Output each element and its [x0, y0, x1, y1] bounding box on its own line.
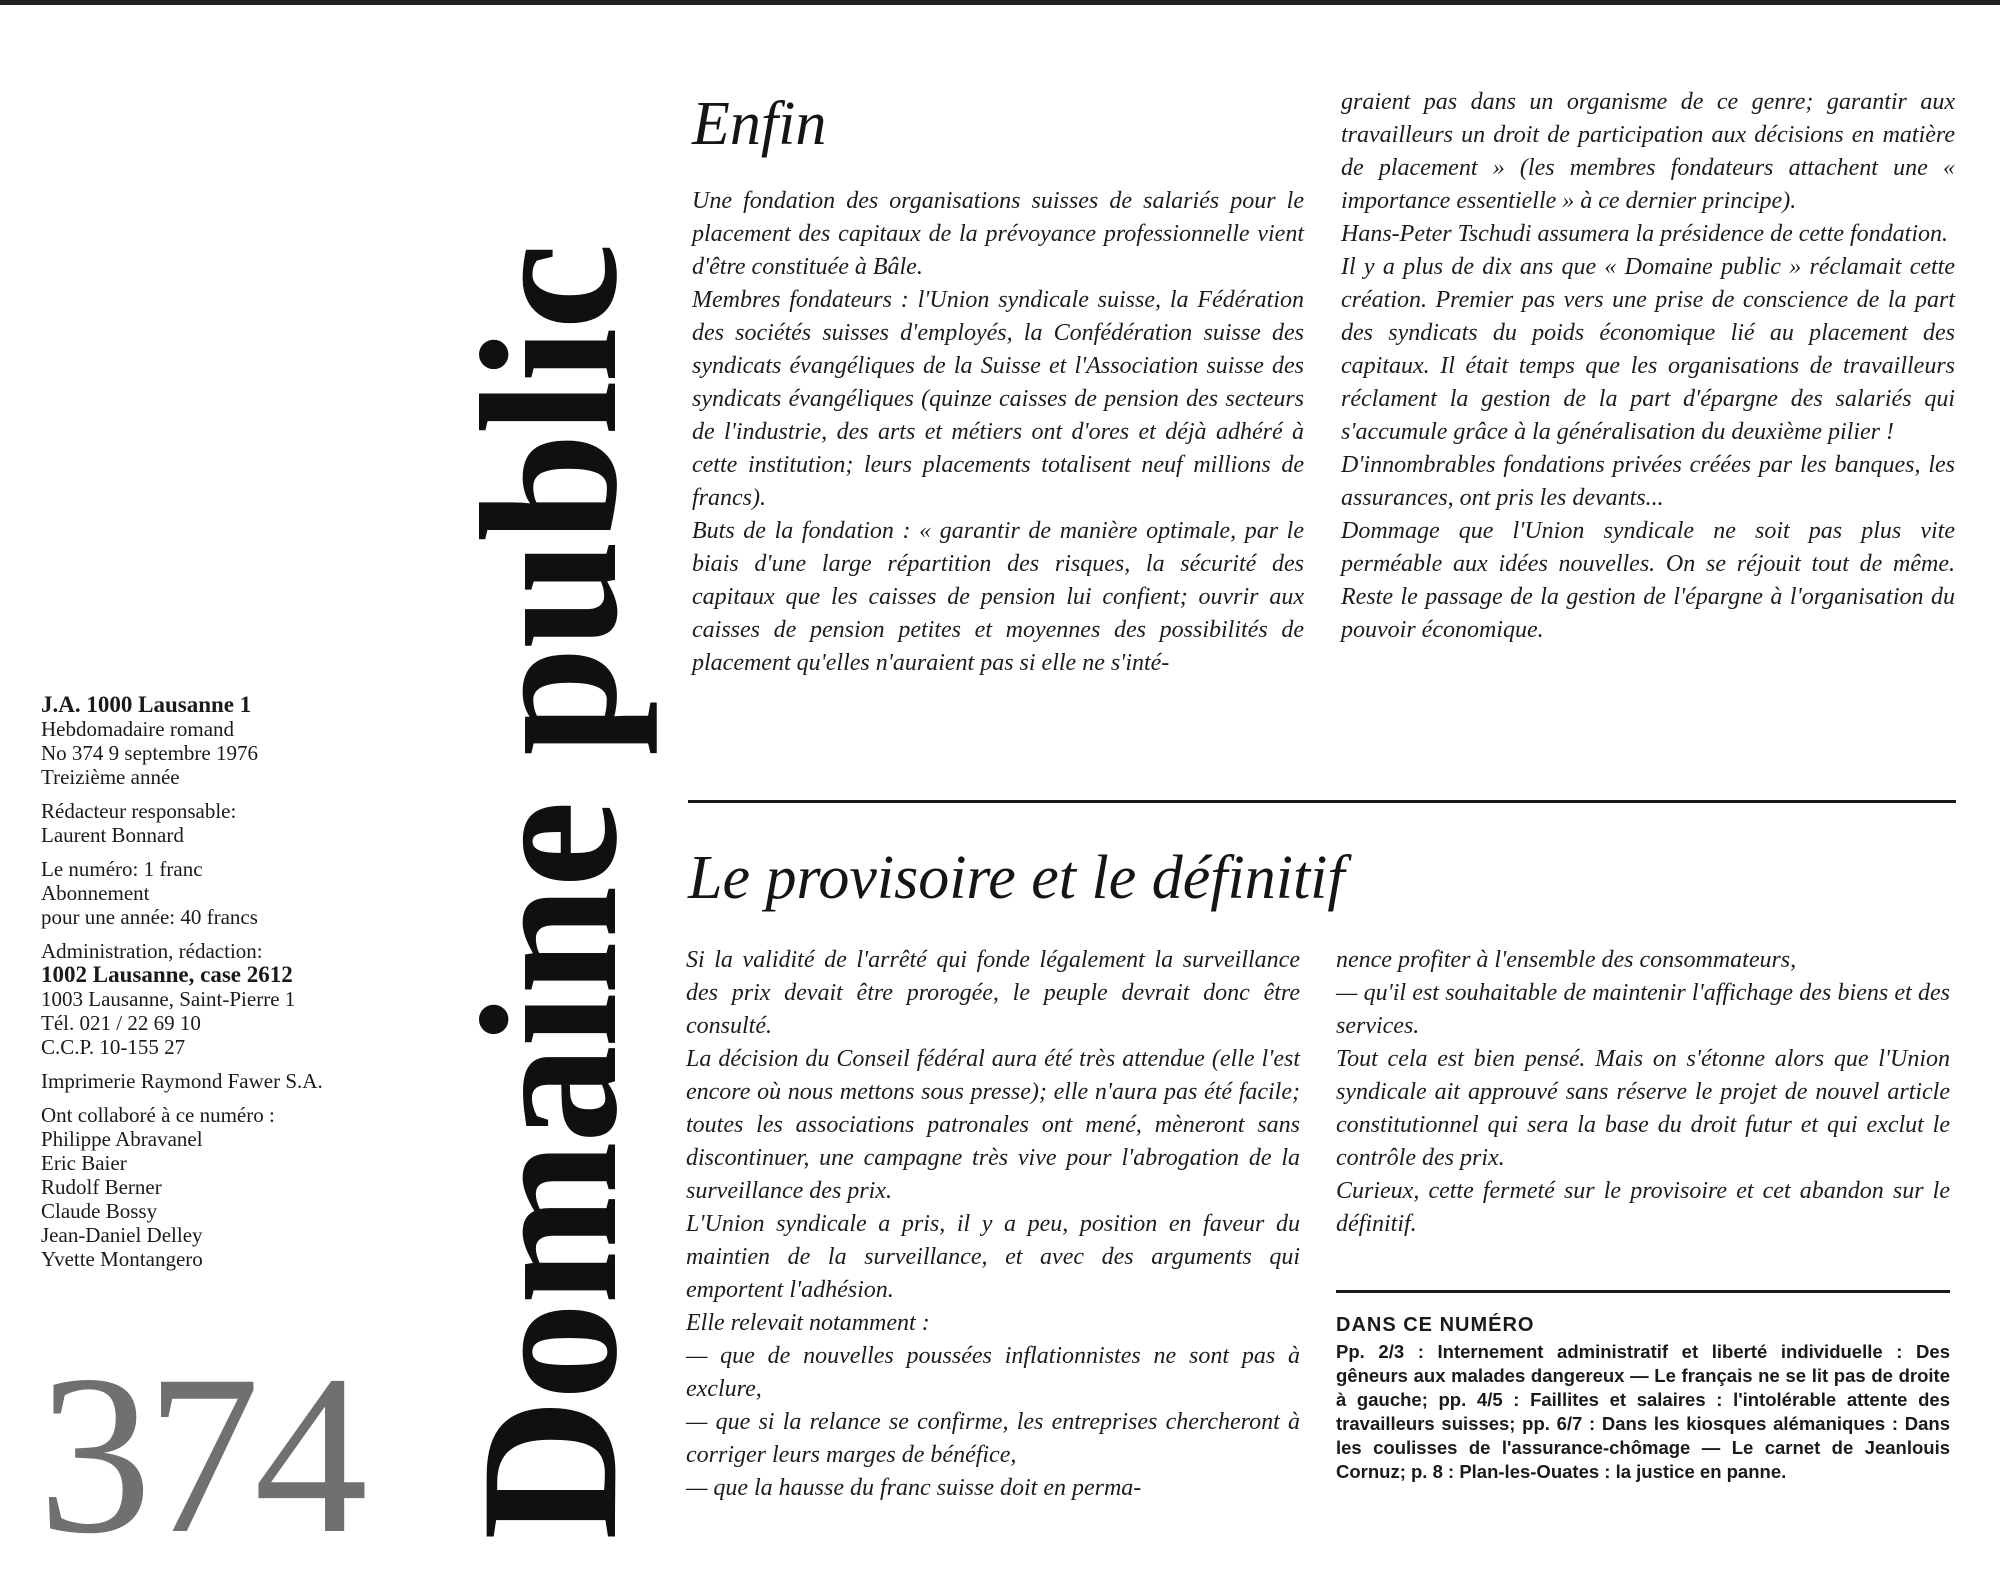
paragraph: graient pas dans un organisme de ce genre; garantir aux travailleurs un droit de participation aux décisions en matière de placement » (les membres fondateurs attachent une « importance essentielle » à ce dernier principe).	[1341, 89, 1955, 214]
section-divider	[688, 800, 1956, 803]
postal-account: C.C.P. 10-155 27	[41, 1035, 186, 1059]
price-line: Le numéro: 1 franc	[41, 857, 203, 881]
article-2-column-1	[686, 944, 1300, 1505]
collaborator: Claude Bossy	[41, 1199, 158, 1223]
paragraph: Membres fondateurs : l'Union syndicale suisse, la Fédération des sociétés suisses d'employés, la Confédération suisse des syndicats évangéliques de la Suisse et l'Association suisse des syndicats évangéliques (quinze caisses de pension des secteurs de l'industrie, des arts et métiers ont d'ores et déjà adhéré à cette institution; leurs placements totalisent neuf millions de francs).	[692, 287, 1304, 511]
editor-name: Laurent Bonnard	[41, 823, 184, 847]
issue-date-line: No 374 9 septembre 1976	[41, 741, 258, 765]
masthead-info	[41, 693, 421, 1281]
contents-text: Pp. 2/3 : Internement administratif et liberté individuelle : Des gêneurs aux malades dangereux — Le français ne se lit pas de droite à gauche; pp. 4/5 : Faillites et salaires : l'intolérable attente des travailleurs suisses; pp. 6/7 : Dans les kiosques alémaniques : Dans les coulisses de l'assurance-chômage — Le carnet de Jeanlouis Cornuz; p. 8 : Plan-les-Ouates : la justice en panne.	[1336, 1341, 1950, 1482]
contents-heading: DANS CE NUMÉRO	[1336, 1314, 1535, 1336]
paragraph: Il y a plus de dix ans que « Domaine public » réclamait cette création. Premier pas vers une prise de conscience de la part des syndicats du poids économique lié au placement des capitaux. Il était temps que les organisations de travailleurs réclament la gestion de la part d'épargne des salariés qui s'accumule grâce à la généralisation du deuxième pilier !	[1341, 254, 1955, 445]
article-1-column-1	[692, 185, 1304, 680]
paragraph: — qu'il est souhaitable de maintenir l'affichage des biens et des services.	[1336, 980, 1950, 1039]
collaborator: Jean-Daniel Delley	[41, 1223, 203, 1247]
top-border-rule	[0, 0, 2000, 5]
admin-label: Administration, rédaction:	[41, 939, 263, 963]
contents-divider	[1336, 1290, 1950, 1293]
collaborator: Rudolf Berner	[41, 1175, 162, 1199]
article-2-column-2	[1336, 944, 1950, 1241]
street-address: 1003 Lausanne, Saint-Pierre 1	[41, 987, 296, 1011]
paragraph: Dommage que l'Union syndicale ne soit pas plus vite perméable aux idées nouvelles. On se réjouit tout de même. Reste le passage de la gestion de l'épargne à l'organisation du pouvoir économique.	[1341, 518, 1955, 643]
frequency-line: Hebdomadaire romand	[41, 717, 235, 741]
editor-label: Rédacteur responsable:	[41, 799, 237, 823]
printer-line: Imprimerie Raymond Fawer S.A.	[41, 1069, 323, 1093]
subscription-price: pour une année: 40 francs	[41, 905, 258, 929]
paragraph: Curieux, cette fermeté sur le provisoire et cet abandon sur le définitif.	[1336, 1178, 1950, 1237]
collaborators-label: Ont collaboré à ce numéro :	[41, 1103, 275, 1127]
collaborator: Philippe Abravanel	[41, 1127, 203, 1151]
paragraph: Une fondation des organisations suisses de salariés pour le placement des capitaux de la prévoyance professionnelle vient d'être constituée à Bâle.	[692, 188, 1304, 280]
issue-number: 374	[38, 1329, 362, 1581]
paragraph: D'innombrables fondations privées créées par les banques, les assurances, ont pris les devants...	[1341, 452, 1955, 511]
paragraph: — que si la relance se confirme, les entreprises chercheront à corriger leurs marges de bénéfice,	[686, 1409, 1300, 1468]
paragraph: L'Union syndicale a pris, il y a peu, position en faveur du maintien de la surveillance, et avec des arguments qui emportent l'adhésion.	[686, 1211, 1300, 1303]
telephone: Tél. 021 / 22 69 10	[41, 1011, 201, 1035]
paragraph: La décision du Conseil fédéral aura été très attendue (elle l'est encore où nous mettons sous presse); elle n'aura pas été facile; toutes les associations patronales ont mené, mèneront sans discontinuer, une campagne très vive pour l'abrogation de la surveillance des prix.	[686, 1046, 1300, 1204]
paragraph: Buts de la fondation : « garantir de manière optimale, par le biais d'une large répartition des risques, la sécurité des capitaux que les caisses de pension lui confient; ouvrir aux caisses de pension petites et moyennes des possibilités de placement qu'elles n'auraient pas si elle ne s'inté-	[692, 518, 1304, 676]
ja-line: J.A. 1000 Lausanne 1	[41, 692, 252, 717]
article-1-column-2	[1341, 86, 1955, 647]
paragraph: Hans-Peter Tschudi assumera la présidence de cette fondation.	[1341, 221, 1949, 247]
publication-title: Domaine public	[441, 244, 658, 1540]
contents-box	[1336, 1312, 1950, 1484]
collaborator: Eric Baier	[41, 1151, 127, 1175]
paragraph: Tout cela est bien pensé. Mais on s'étonne alors que l'Union syndicale ait approuvé sans réserve le projet de nouvel article constitutionnel qui sera la base du droit futur et qui exclut le contrôle des prix.	[1336, 1046, 1950, 1171]
paragraph: Elle relevait notamment :	[686, 1310, 930, 1336]
article-2-title: Le provisoire et le définitif	[688, 844, 1345, 912]
subscription-label: Abonnement	[41, 881, 150, 905]
article-1-title: Enfin	[692, 90, 827, 158]
paragraph: — que la hausse du franc suisse doit en perma-	[686, 1475, 1142, 1501]
paragraph: — que de nouvelles poussées inflationnistes ne sont pas à exclure,	[686, 1343, 1300, 1402]
collaborator: Yvette Montangero	[41, 1247, 203, 1271]
paragraph: Si la validité de l'arrêté qui fonde légalement la surveillance des prix devait être prorogée, le peuple devrait donc être consulté.	[686, 947, 1300, 1039]
admin-address: 1002 Lausanne, case 2612	[41, 962, 293, 987]
year-line: Treizième année	[41, 765, 180, 789]
paragraph: nence profiter à l'ensemble des consommateurs,	[1336, 947, 1797, 973]
